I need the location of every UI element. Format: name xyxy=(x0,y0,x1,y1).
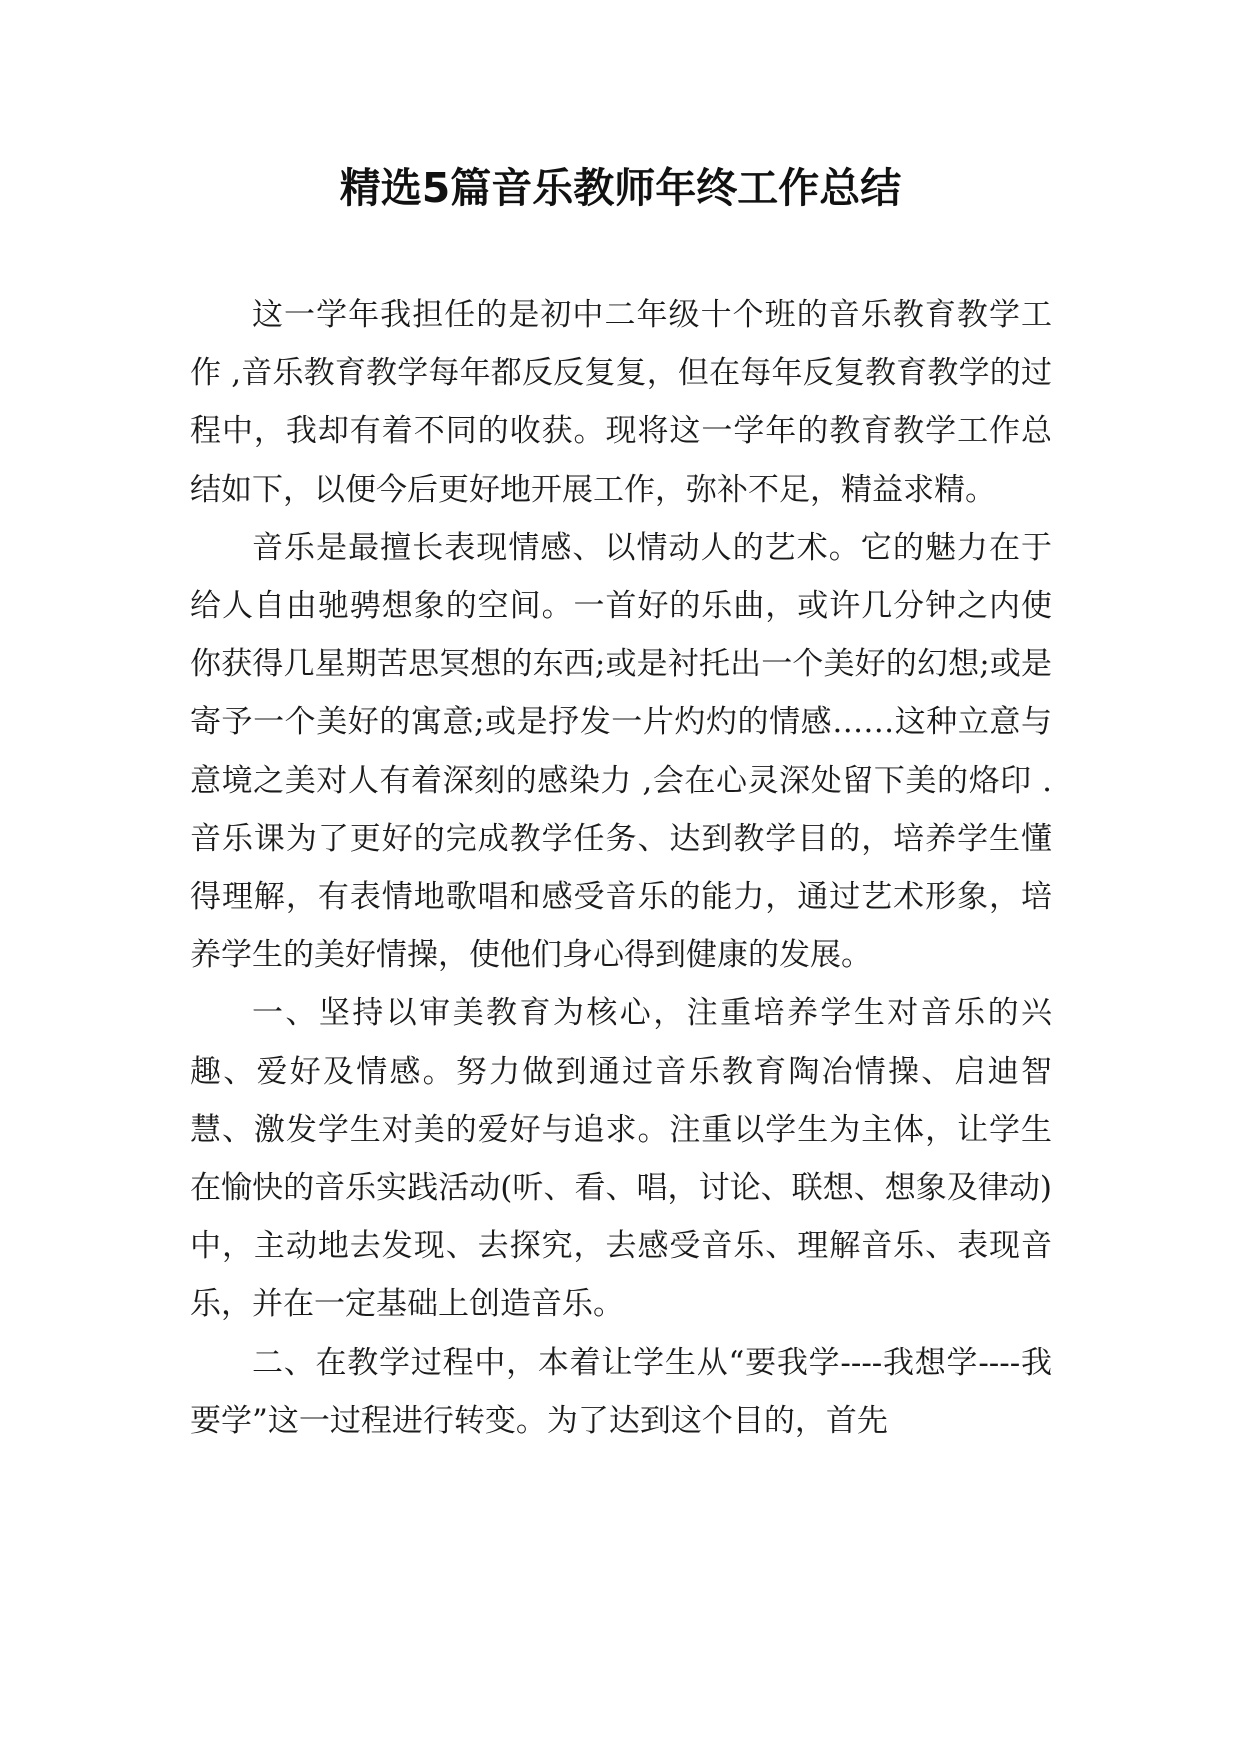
document-title: 精选5篇音乐教师年终工作总结 xyxy=(339,164,902,212)
document-body xyxy=(190,286,1052,1450)
paragraph-section-two: 二、在教学过程中，本着让学生从“要我学----我想学----我要学”这一过程进行转变。为了达到这个目的，首先 xyxy=(190,1344,1052,1439)
paragraph-music-art: 音乐是最擅长表现情感、以情动人的艺术。它的魅力在于给人自由驰骋想象的空间。一首好的乐曲，或许几分钟之内使你获得几星期苦思冥想的东西;或是衬托出一个美好的幻想;或是寄予一个美好的寓意;或是抒发一片灼灼的情感……这种立意与意境之美对人有着深刻的感染力 ,会在心灵深处留下美的烙印 .音乐课为了更好的完成教学任务、达到教学目的，培养学生懂得理解，有表情地歌唱和感受音乐的能力，通过艺术形象，培养学生的美好情操，使他们身心得到健康的发展。 xyxy=(190,529,1052,974)
paragraph-intro: 这一学年我担任的是初中二年级十个班的音乐教育教学工作 ,音乐教育教学每年都反反复复，但在每年反复教育教学的过程中，我却有着不同的收获。现将这一学年的教育教学工作总结如下，以便今后更好地开展工作，弥补不足，精益求精。 xyxy=(190,297,1052,508)
paragraph-section-one: 一、坚持以审美教育为核心，注重培养学生对音乐的兴趣、爱好及情感。努力做到通过音乐教育陶冶情操、启迪智慧、激发学生对美的爱好与追求。注重以学生为主体，让学生在愉快的音乐实践活动(听、看、唱，讨论、联想、想象及律动)中，主动地去发现、去探究，去感受音乐、理解音乐、表现音乐，并在一定基础上创造音乐。 xyxy=(190,995,1052,1323)
